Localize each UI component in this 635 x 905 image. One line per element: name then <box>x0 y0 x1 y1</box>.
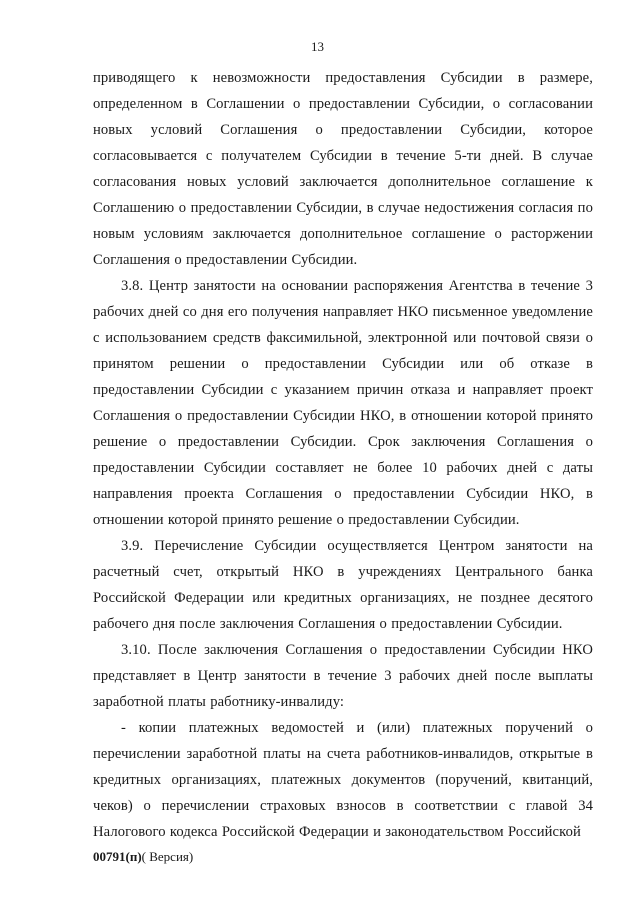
document-version: ( Версия) <box>141 849 194 864</box>
document-code: 00791(п) <box>93 849 142 864</box>
paragraph-3-9: 3.9. Перечисление Субсидии осуществляется Центром занятости на расчетный счет, открытый НКО в учреждениях Центрального банка Российской Федерации или кредитных организациях, не позднее десятого рабочего дня после заключения Соглашения о предоставлении Субсидии. <box>93 538 593 632</box>
paragraph-3-10: 3.10. После заключения Соглашения о предоставлении Субсидии НКО представляет в Центр занятости в течение 3 рабочих дней после выплаты заработной платы работнику-инвалиду: <box>93 642 593 710</box>
document-body <box>93 65 593 845</box>
page-number: 13 <box>311 39 324 54</box>
paragraph-list-item: - копии платежных ведомостей и (или) платежных поручений о перечислении заработной платы на счета работников-инвалидов, открытые в кредитных организациях, платежных документов (поручений, квитанций, чеков) о перечислении страховых взносов в соответствии с главой 34 Налогового кодекса Российской Федерации и законодательством Российской <box>93 720 593 840</box>
paragraph-3-8: 3.8. Центр занятости на основании распоряжения Агентства в течение 3 рабочих дней со дня его получения направляет НКО письменное уведомление с использованием средств факсимильной, электронной или почтовой связи о принятом решении о предоставлении Субсидии или об отказе в предоставлении Субсидии с указанием причин отказа и направляет проект Соглашения о предоставлении Субсидии НКО, в отношении которой принято решение о предоставлении Субсидии. Срок заключения Соглашения о предоставлении Субсидии составляет не более 10 рабочих дней с даты направления проекта Соглашения о предоставлении Субсидии НКО, в отношении которой принято решение о предоставлении Субсидии. <box>93 278 593 528</box>
paragraph-continuation: приводящего к невозможности предоставления Субсидии в размере, определенном в Соглашении о предоставлении Субсидии, о согласовании новых условий Соглашения о предоставлении Субсидии, которое согласовывается с получателем Субсидии в течение 5-ти дней. В случае согласования новых условий заключается дополнительное соглашение к Соглашению о предоставлении Субсидии, в случае недостижения согласия по новым условиям заключается дополнительное соглашение о расторжении Соглашения о предоставлении Субсидии. <box>93 70 593 268</box>
document-footer <box>93 849 193 865</box>
